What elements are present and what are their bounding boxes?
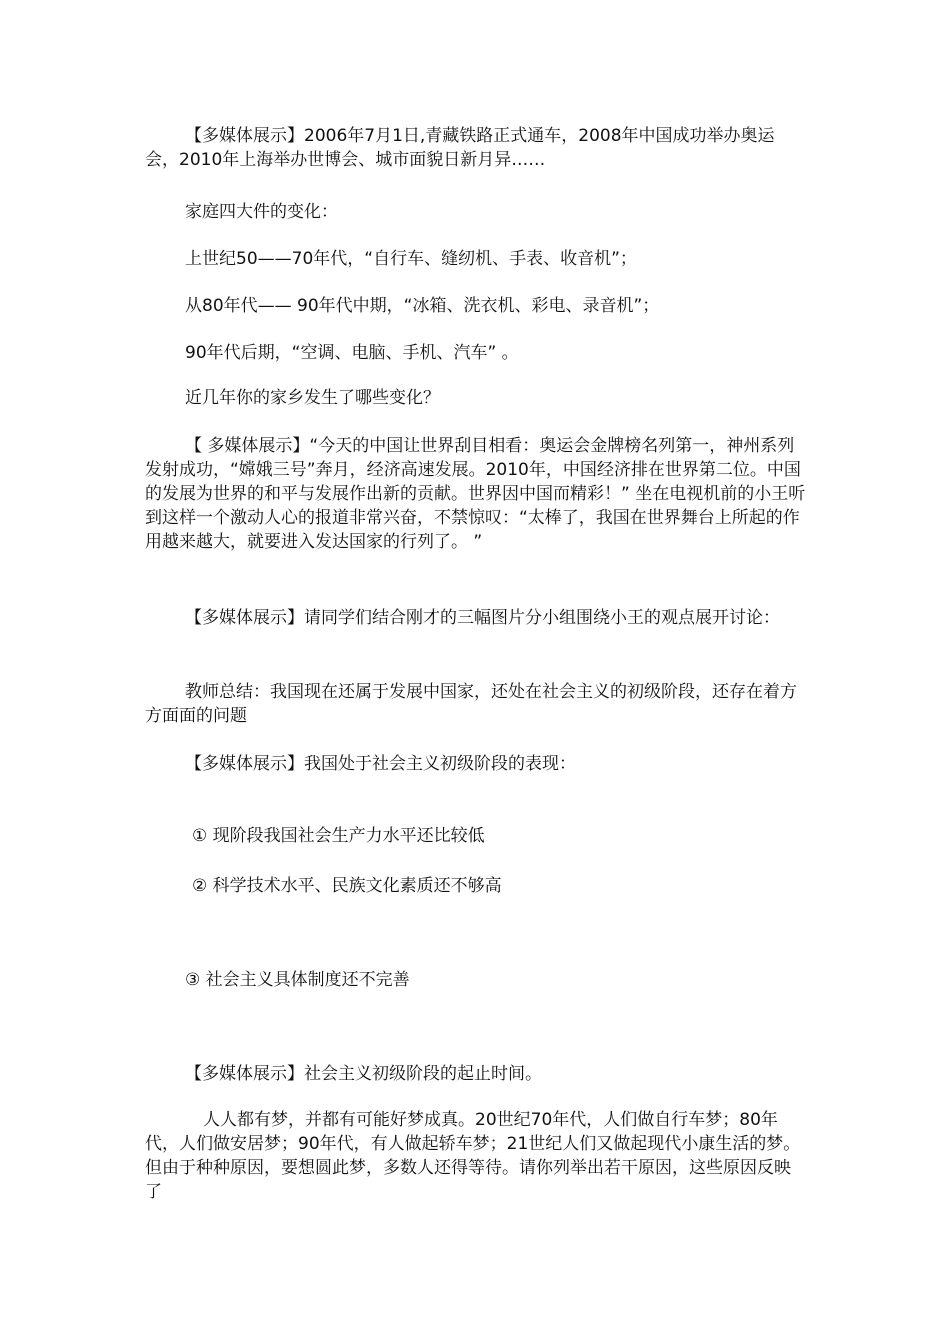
paragraph-household-heading: 家庭四大件的变化： xyxy=(185,202,338,222)
paragraph-1950s-items: 上世纪50——70年代，“自行车、缝纫机、手表、收音机”； xyxy=(185,249,637,269)
paragraph-timeframe-heading: 【多媒体展示】社会主义初级阶段的起止时间。 xyxy=(185,1064,542,1084)
list-item-science-culture: ② 科学技术水平、民族文化素质还不够高 xyxy=(192,876,502,896)
paragraph-olympics-expo: 【多媒体展示】2006年7月1日,青藏铁路正式通车，2008年中国成功举办奥运会，2010年上海举办世博会、城市面貌日新月异…… xyxy=(145,126,775,170)
paragraph-china-news: 【 多媒体展示】“今天的中国让世界刮目相看：奥运会金牌榜名列第一，神州系列发射成功，“嫦娥三号”奔月，经济高速发展。2010年，中国经济排在世界第二位。中国的发展为世界的和平与发展作出新的贡献。世界因中国而精彩！” 坐在电视机前的小王听到这样一个激动人心的报道非常兴奋，不禁惊叹：“太棒了，我国在世界舞台上所起的作用越来越大，就要进入发达国家的行列了。 ” xyxy=(145,436,806,552)
list-item-productivity: ① 现阶段我国社会生产力水平还比较低 xyxy=(192,826,485,846)
paragraph-discussion: 【多媒体展示】请同学们结合刚才的三幅图片分小组围绕小王的观点展开讨论： xyxy=(185,608,780,628)
paragraph-dreams: 人人都有梦，并都有可能好梦成真。20世纪70年代，人们做自行车梦；80年代，人们做安居梦；90年代，有人做起轿车梦；21世纪人们又做起现代小康生活的梦。但由于种种原因，要想圆此梦，多数人还得等待。请你列举出若干原因，这些原因反映了 xyxy=(145,1110,801,1202)
paragraph-1980s-items: 从80年代—— 90年代中期，“冰箱、洗衣机、彩电、录音机”； xyxy=(185,296,660,316)
paragraph-teacher-summary: 教师总结：我国现在还属于发展中国家，还处在社会主义的初级阶段，还存在着方方面面的问题 xyxy=(145,682,797,726)
list-item-system: ③ 社会主义具体制度还不完善 xyxy=(185,970,410,990)
paragraph-1990s-items: 90年代后期，“空调、电脑、手机、汽车” 。 xyxy=(185,343,519,363)
paragraph-hometown-question: 近几年你的家乡发生了哪些变化？ xyxy=(185,388,440,408)
paragraph-primary-stage-heading: 【多媒体展示】我国处于社会主义初级阶段的表现： xyxy=(185,754,576,774)
